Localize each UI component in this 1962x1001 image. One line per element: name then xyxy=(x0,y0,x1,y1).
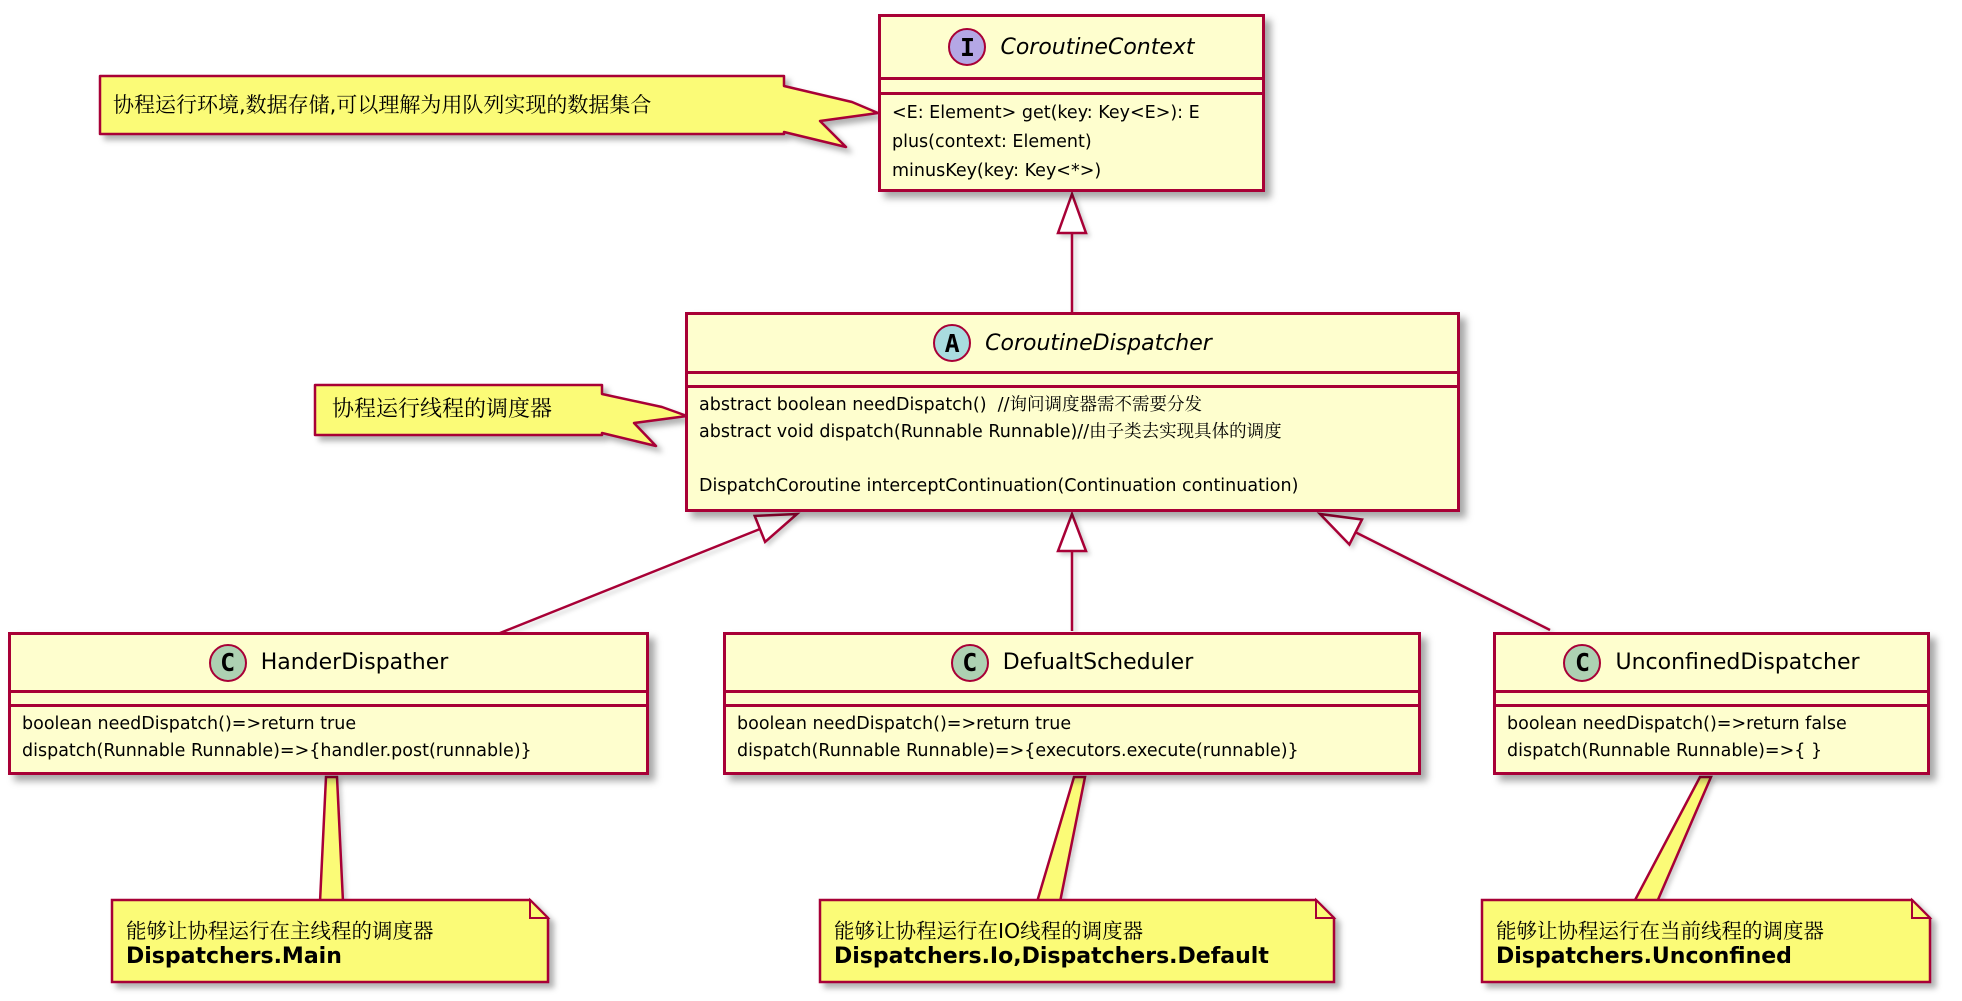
class-name-coroutinecontext: CoroutineContext xyxy=(1000,34,1195,60)
method-line: minusKey(key: Key<*>) xyxy=(892,161,1102,181)
class-name-defualtscheduler: DefualtScheduler xyxy=(1002,650,1194,675)
io-note xyxy=(820,900,1334,982)
method-line: dispatch(Runnable Runnable)=>{executors.execute(runnable)} xyxy=(737,741,1299,761)
defualtscheduler-title-bar xyxy=(726,635,1418,693)
class-box-unconfineddispatcher xyxy=(1493,632,1930,775)
dispatcher-note: 协程运行线程的调度器 xyxy=(332,397,553,423)
coroutinecontext-methods-compartment xyxy=(881,95,1262,186)
class-box-defualtscheduler xyxy=(723,632,1421,775)
interface-icon: I xyxy=(948,28,986,66)
method-line: dispatch(Runnable Runnable)=>{handler.post(runnable)} xyxy=(22,741,532,761)
main-note-text: 能够让协程运行在主线程的调度器 xyxy=(126,918,434,943)
method-line: <E: Element> get(key: Key<E>): E xyxy=(892,103,1200,123)
coroutinedispatcher-fields-compartment xyxy=(688,374,1457,388)
method-line: abstract void dispatch(Runnable Runnable)//由子类去实现具体的调度 xyxy=(699,422,1282,442)
defualtscheduler-fields-compartment xyxy=(726,693,1418,707)
io-note-text: 能够让协程运行在IO线程的调度器 xyxy=(834,918,1144,943)
abstract-icon: A xyxy=(933,324,971,362)
unconfined-note-text: 能够让协程运行在当前线程的调度器 xyxy=(1496,918,1824,943)
arrowhead-unconfined xyxy=(1320,514,1362,545)
spike-io-note xyxy=(1037,777,1085,902)
arrowhead-scheduler xyxy=(1058,514,1086,551)
class-box-coroutinedispatcher xyxy=(685,312,1460,512)
class-icon: C xyxy=(209,644,247,682)
method-line: DispatchCoroutine interceptContinuation(Continuation continuation) xyxy=(699,476,1299,496)
unconfineddispatcher-title-bar xyxy=(1496,635,1927,693)
coroutinedispatcher-methods-compartment xyxy=(688,388,1457,500)
main-note xyxy=(112,900,548,982)
method-line: abstract boolean needDispatch() //询问调度器需不需要分发 xyxy=(699,395,1202,415)
edge-unconfined-dispatcher xyxy=(1355,532,1550,630)
method-line: dispatch(Runnable Runnable)=>{ } xyxy=(1507,741,1823,761)
context-note: 协程运行环境,数据存储,可以理解为用队列实现的数据集合 xyxy=(113,92,652,117)
unconfined-note-dispatchers: Dispatchers.Unconfined xyxy=(1496,943,1792,969)
class-name-handerdispather: HanderDispather xyxy=(260,650,449,675)
coroutinedispatcher-title-bar xyxy=(688,315,1457,374)
handerdispather-methods-compartment xyxy=(11,707,646,765)
method-line: plus(context: Element) xyxy=(892,132,1092,152)
coroutinecontext-title-bar xyxy=(881,17,1262,80)
arrowhead-context xyxy=(1058,194,1086,233)
arrowhead-handler xyxy=(755,514,797,542)
note-shapes xyxy=(100,76,1930,982)
class-box-coroutinecontext xyxy=(878,14,1265,192)
unconfineddispatcher-methods-compartment xyxy=(1496,707,1927,765)
class-box-handerdispather xyxy=(8,632,649,775)
method-line: boolean needDispatch()=>return true xyxy=(737,714,1072,734)
method-line: boolean needDispatch()=>return false xyxy=(1507,714,1847,734)
method-line xyxy=(699,446,1446,473)
class-icon: C xyxy=(1563,644,1601,682)
class-name-coroutinedispatcher: CoroutineDispatcher xyxy=(985,330,1212,356)
io-note-dispatchers: Dispatchers.Io,Dispatchers.Default xyxy=(834,943,1269,969)
handerdispather-fields-compartment xyxy=(11,693,646,707)
edge-handler-dispatcher xyxy=(500,529,760,633)
defualtscheduler-methods-compartment xyxy=(726,707,1418,765)
note-spike-connectors xyxy=(320,777,1711,902)
coroutinecontext-fields-compartment xyxy=(881,80,1262,95)
unconfineddispatcher-fields-compartment xyxy=(1496,693,1927,707)
handerdispather-title-bar xyxy=(11,635,646,693)
main-note-dispatchers: Dispatchers.Main xyxy=(126,943,342,969)
class-icon: C xyxy=(951,644,989,682)
spike-unconfined-note xyxy=(1634,777,1711,902)
spike-main-note xyxy=(320,777,343,902)
unconfined-note xyxy=(1482,900,1930,982)
method-line: boolean needDispatch()=>return true xyxy=(22,714,357,734)
class-name-unconfineddispatcher: UnconfinedDispatcher xyxy=(1615,650,1860,675)
